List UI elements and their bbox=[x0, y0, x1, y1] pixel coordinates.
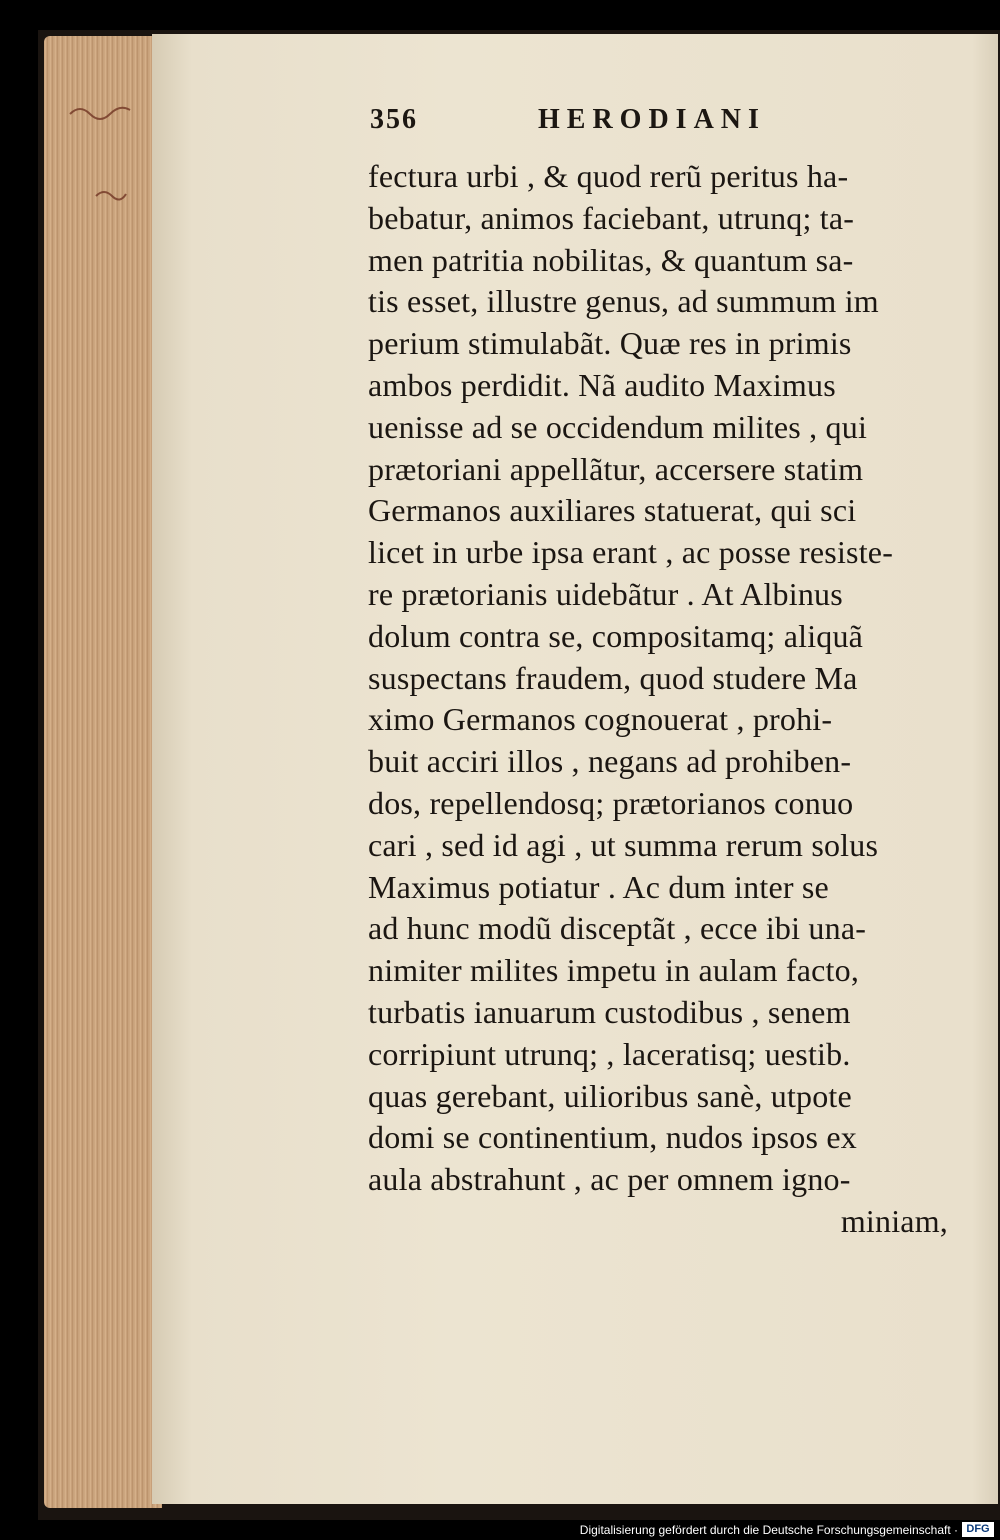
page-edges bbox=[44, 36, 162, 1508]
text-line: dolum contra se, compositamq; aliquã bbox=[368, 617, 864, 654]
text-line: fectura urbi , & quod rerũ peritus ha- bbox=[368, 158, 849, 194]
text-line: buit acciri illos , negans ad prohiben- bbox=[368, 743, 852, 780]
text-line: ximo Germanos cognouerat , prohi- bbox=[368, 701, 833, 738]
text-line: prætoriani appellãtur, accersere statim bbox=[368, 450, 864, 487]
text-line: perium stimulabãt. Quæ res in primis bbox=[368, 325, 852, 362]
text-line: dos, repellendosq; prætorianos conuo bbox=[368, 784, 854, 821]
text-line: men patritia nobilitas, & quantum sa- bbox=[368, 241, 854, 278]
ink-scribble-icon bbox=[66, 100, 146, 220]
text-line: quas gerebant, uilioribus sanè, utpote bbox=[368, 1077, 852, 1114]
marginal-ink-marks bbox=[66, 100, 146, 225]
text-line: suspectans fraudem, quod studere Ma bbox=[368, 659, 858, 696]
text-line: domi se continentium, nudos ipsos ex bbox=[368, 1119, 857, 1156]
page-number: 356 bbox=[370, 104, 418, 135]
text-line: ambos perdidit. Nã audito Maximus bbox=[368, 366, 836, 403]
text-block bbox=[368, 156, 978, 1243]
text-line: ad hunc modũ disceptãt , ecce ibi una- bbox=[368, 910, 867, 947]
text-line: uenisse ad se occidendum milites , qui bbox=[368, 408, 868, 445]
digitization-footer bbox=[0, 1520, 1000, 1540]
text-line: turbatis ianuarum custodibus , senem bbox=[368, 993, 851, 1030]
text-line: bebatur, animos faciebant, utrunq; ta- bbox=[368, 199, 855, 236]
text-line: Maximus potiatur . Ac dum inter se bbox=[368, 868, 829, 905]
running-head: HERODIANI bbox=[538, 104, 766, 135]
text-line: aula abstrahunt , ac per omnem igno- bbox=[368, 1161, 851, 1198]
funding-credit: Digitalisierung gefördert durch die Deutsche Forschungsgemeinschaft · bbox=[579, 1523, 958, 1537]
text-line: licet in urbe ipsa erant , ac posse resiste- bbox=[368, 534, 894, 571]
text-line: re prætorianis uidebãtur . At Albinus bbox=[368, 575, 843, 612]
text-line: corripiunt utrunq; , laceratisq; uestib. bbox=[368, 1035, 851, 1072]
dfg-logo: DFG bbox=[962, 1522, 994, 1537]
text-line: Germanos auxiliares statuerat, qui sci bbox=[368, 492, 857, 529]
text-line: tis esset, illustre genus, ad summum im bbox=[368, 283, 879, 320]
text-line: cari , sed id agi , ut summa rerum solus bbox=[368, 826, 879, 863]
page-header bbox=[370, 104, 970, 148]
text-line: nimiter milites impetu in aulam facto, bbox=[368, 952, 860, 989]
catchword: miniam, bbox=[840, 1202, 948, 1239]
